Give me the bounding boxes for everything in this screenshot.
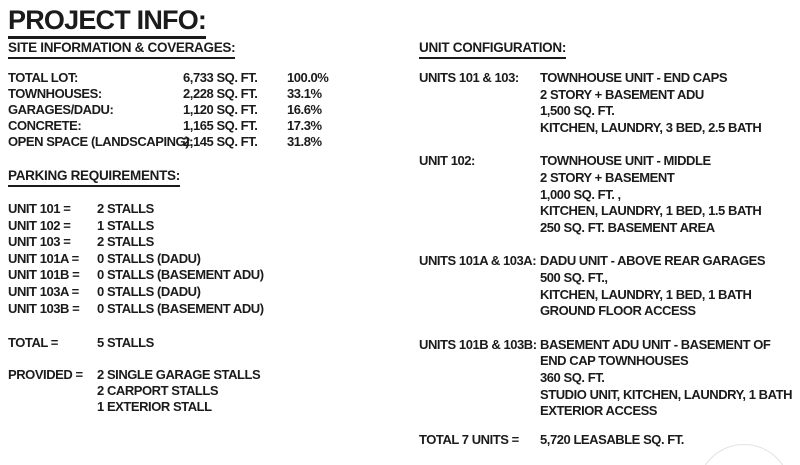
unit-block-line: STUDIO UNIT, KITCHEN, LAUNDRY, 1 BATH	[540, 386, 793, 402]
unit-config-blocks	[419, 70, 792, 437]
parking-row-label: UNIT 101 =	[8, 201, 71, 216]
unit-block-line: BASEMENT ADU UNIT - BASEMENT OF	[540, 336, 771, 352]
site-row-area: 1,120 SQ. FT.	[183, 102, 258, 118]
unit-total-row	[419, 432, 684, 448]
unit-block-line: TOWNHOUSE UNIT - MIDDLE	[540, 153, 711, 169]
parking-total-value: 5 STALLS	[97, 335, 154, 350]
site-row-percent: 100.0%	[287, 70, 329, 85]
unit-block-line: 250 SQ. FT. BASEMENT AREA	[540, 219, 715, 235]
site-row-area: 1,165 SQ. FT.	[183, 118, 258, 134]
parking-provided-label: PROVIDED =	[8, 367, 83, 382]
parking-provided-row	[8, 367, 260, 415]
parking-provided-lines	[97, 367, 260, 415]
site-info-heading: SITE INFORMATION & COVERAGES:	[8, 40, 235, 59]
parking-row-value: 1 STALLS	[97, 217, 154, 233]
unit-block-lines	[540, 70, 761, 136]
parking-row	[8, 234, 264, 251]
parking-row-value: 0 STALLS (BASEMENT ADU)	[97, 300, 264, 316]
unit-block-line: KITCHEN, LAUNDRY, 3 BED, 2.5 BATH	[540, 119, 762, 135]
site-info-row	[8, 86, 328, 102]
provided-line: 2 SINGLE GARAGE STALLS	[97, 367, 261, 382]
parking-row-label: UNIT 101B =	[8, 267, 80, 283]
parking-row-label: UNIT 103 =	[8, 234, 71, 250]
parking-row-value: 0 STALLS (BASEMENT ADU)	[97, 267, 264, 283]
unit-block-lines	[540, 153, 761, 236]
site-row-label: TOTAL LOT:	[8, 70, 78, 85]
parking-row	[8, 301, 264, 318]
unit-total-value: 5,720 LEASABLE SQ. FT.	[540, 432, 684, 447]
site-row-area: 2,145 SQ. FT.	[183, 134, 258, 150]
unit-block-lines	[540, 253, 765, 319]
revision-cloud-arc	[697, 444, 791, 465]
unit-block-line: KITCHEN, LAUNDRY, 1 BED, 1.5 BATH	[540, 203, 762, 219]
parking-row-value: 2 STALLS	[97, 234, 154, 250]
parking-row	[8, 251, 264, 268]
parking-row	[8, 218, 264, 235]
unit-block-label: UNITS 101A & 103A:	[419, 253, 537, 269]
parking-row-label: UNIT 103A =	[8, 283, 79, 299]
parking-row	[8, 284, 264, 301]
parking-total-row	[8, 335, 154, 351]
unit-block-line: 500 SQ. FT.,	[540, 269, 608, 285]
unit-block-line: 2 STORY + BASEMENT ADU	[540, 86, 704, 102]
unit-config-block	[419, 70, 792, 136]
unit-block-line: KITCHEN, LAUNDRY, 1 BED, 1 BATH	[540, 286, 752, 302]
parking-row-label: UNIT 102 =	[8, 217, 71, 233]
unit-block-line: 360 SQ. FT.	[540, 369, 605, 385]
unit-block-lines	[540, 337, 792, 420]
unit-config-heading: UNIT CONFIGURATION:	[419, 40, 566, 59]
unit-block-line: 2 STORY + BASEMENT	[540, 169, 675, 185]
unit-config-block	[419, 253, 792, 319]
unit-block-line: END CAP TOWNHOUSES	[540, 353, 689, 369]
site-row-label: TOWNHOUSES:	[8, 86, 102, 102]
page-title: PROJECT INFO:	[8, 5, 206, 39]
provided-line: 2 CARPORT STALLS	[97, 383, 219, 399]
site-row-percent: 33.1%	[287, 86, 322, 102]
unit-block-line: TOWNHOUSE UNIT - END CAPS	[540, 70, 728, 85]
unit-block-line: GROUND FLOOR ACCESS	[540, 303, 696, 319]
site-row-label: OPEN SPACE (LANDSCAPING):	[8, 134, 193, 150]
parking-row-value: 0 STALLS (DADU)	[97, 250, 201, 266]
unit-block-label: UNITS 101 & 103:	[419, 70, 519, 85]
parking-row	[8, 267, 264, 284]
site-info-row	[8, 118, 328, 134]
unit-config-block	[419, 337, 792, 420]
unit-block-line: EXTERIOR ACCESS	[540, 403, 658, 419]
site-row-label: CONCRETE:	[8, 118, 82, 134]
parking-heading: PARKING REQUIREMENTS:	[8, 168, 180, 187]
parking-table	[8, 201, 264, 317]
unit-config-block	[419, 153, 792, 236]
site-row-percent: 31.8%	[287, 134, 322, 150]
site-row-percent: 16.6%	[287, 102, 322, 118]
site-info-row	[8, 70, 328, 86]
parking-row-label: UNIT 103B =	[8, 300, 80, 316]
provided-line: 1 EXTERIOR STALL	[97, 399, 212, 415]
site-row-area: 6,733 SQ. FT.	[183, 70, 258, 85]
site-row-label: GARAGES/DADU:	[8, 102, 114, 118]
parking-row	[8, 201, 264, 218]
site-info-row	[8, 102, 328, 118]
site-info-table	[8, 70, 328, 150]
unit-block-line: 1,500 SQ. FT.	[540, 103, 615, 119]
parking-total-label: TOTAL =	[8, 335, 58, 350]
parking-row-label: UNIT 101A =	[8, 250, 79, 266]
unit-block-label: UNITS 101B & 103B:	[419, 336, 537, 352]
site-row-area: 2,228 SQ. FT.	[183, 86, 258, 102]
unit-block-label: UNIT 102:	[419, 153, 475, 169]
unit-block-line: 1,000 SQ. FT. ,	[540, 186, 621, 202]
parking-row-value: 0 STALLS (DADU)	[97, 283, 201, 299]
unit-block-line: DADU UNIT - ABOVE REAR GARAGES	[540, 253, 766, 269]
parking-row-value: 2 STALLS	[97, 201, 154, 216]
site-info-row	[8, 134, 328, 150]
unit-total-label: TOTAL 7 UNITS =	[419, 432, 519, 447]
site-row-percent: 17.3%	[287, 118, 322, 134]
